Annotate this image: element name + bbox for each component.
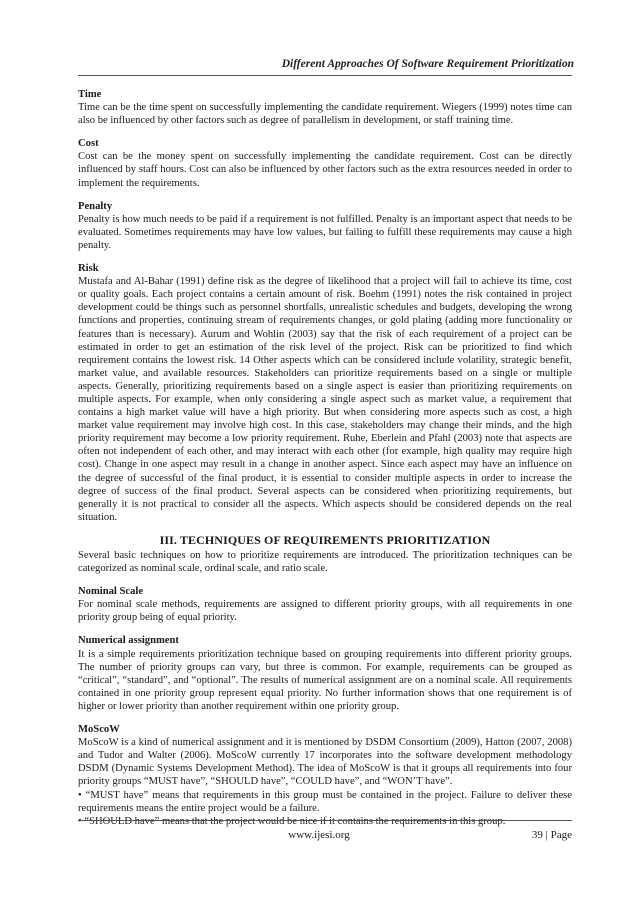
- section-heading: Penalty: [78, 200, 113, 212]
- section-heading: Time: [78, 89, 102, 100]
- section-risk: [78, 262, 572, 524]
- footer-url: www.ijesi.org: [288, 829, 350, 841]
- paragraph: It is a simple requirements prioritization technique based on grouping requirements into different priority groups. The number of priority groups can vary, but three is common. For example, requirements can be grouped as “critical”, “standard”, and “optional”. The results of numerical assignment are on a nominal scale. All requirements contained in one priority group represent equal priority. No further information shows that one requirement is of higher or lower priority than another requirement within one priority group.: [78, 648, 572, 712]
- paragraph: For nominal scale methods, requirements are assigned to different priority groups, with all requirements in one priority group being of equal priority.: [78, 599, 572, 624]
- page-number: 39 | Page: [531, 829, 572, 841]
- section-intro: Several basic techniques on how to prioritize requirements are introduced. The prioritization techniques can be categorized as nominal scale, ordinal scale, and ratio scale.: [78, 550, 572, 575]
- subsection-moscow: [78, 723, 572, 828]
- subsection-heading: Nominal Scale: [78, 586, 144, 598]
- header-rule: [78, 75, 572, 76]
- section-heading: Cost: [78, 138, 99, 150]
- footer-rule: [78, 820, 572, 821]
- page-body: [78, 88, 572, 828]
- subsection-nominal-scale: [78, 585, 572, 624]
- bullet-must-have: • “MUST have” means that requirements in this group must be contained in the project. Failure to deliver these requirements means the entire project would be a failure.: [78, 789, 572, 814]
- section-penalty: [78, 200, 572, 252]
- subsection-heading: Numerical assignment: [78, 635, 179, 647]
- bullet-should-have: • “SHOULD have” means that the project would be nice if it contains the requirements in this group.: [78, 815, 506, 827]
- paragraph: Mustafa and Al-Bahar (1991) define risk as the degree of likelihood that a project will fail to achieve its time, cost or quality goals. Each project contains a certain amount of risk. Boehm (1991) notes the risk contained in project development could be things such as personnel shortfalls, unrealistic schedules and budgets, developing the wrong functions and properties, continuing stream of requirements changes, or gold plating (adding more functionality or features than is necessary). Aurum and Wohlin (2003) say that the risk of each requirement of a project can be estimated in order to get an estimation of the risk level of the project. Risk can be prioritized to find which requirement contains the lowest risk. 14 Other aspects which can be considered include volatility, strategic benefit, market value, and available resources. Stakeholders can prioritize requirements based on a single or multiple aspects. Generally, prioritizing requirements based on a single aspect is easier than prioritizing requirements on multiple aspects. For example, when only considering a single aspect such as market value, a requirement that contains a high market value will have a high priority. But when considering more aspects such as cost, a high market value requirement may involve high cost. In this case, stakeholders may change their minds, and the high priority requirement may become a low priority requirement. Ruhe, Eberlein and Pfahl (2003) note that aspects are often not independent of each other, and may interact with each other (for example, high quality may require high cost). Change in one aspect may result in a change in another aspect. Since each aspect may have an influence on the degree of successful of the final product, it is essential to consider multiple aspects in order to increase the degree of success of the final product. Several aspects can be considered when prioritizing requirements, but generally it is not practical to consider all the aspects. Which aspects should be considered depends on the real situation.: [78, 276, 572, 523]
- section-title-techniques: III. TECHNIQUES OF REQUIREMENTS PRIORITIZATION: [159, 532, 491, 547]
- subsection-numerical-assignment: [78, 634, 572, 713]
- section-cost: [78, 137, 572, 189]
- paragraph: Penalty is how much needs to be paid if a requirement is not fulfilled. Penalty is an important aspect that needs to be evaluated. Sometimes requirements may have low values, but failing to fulfill these requirements may cause a high penalty.: [78, 213, 572, 251]
- paragraph: MoScoW is a kind of numerical assignment and it is mentioned by DSDM Consortium (2009), Hatton (2007, 2008) and Tudor and Walter (2006). MoScoW currently 17 incorporates into the software development methodology DSDM (Dynamic Systems Development Method). The idea of MoScoW is that it groups all requirements into four priority groups “MUST have”, “SHOULD have”, “COULD have”, and “WON’T have”.: [78, 737, 572, 788]
- paragraph: Time can be the time spent on successfully implementing the candidate requirement. Wiegers (1999) notes time can also be influenced by other factors such as degree of parallelism in development, or staff training time.: [78, 102, 572, 127]
- paragraph: Cost can be the money spent on successfully implementing the candidate requirement. Cost can be directly influenced by staff hours. Cost can also be influenced by other factors such as the extra resources needed in order to implement the requirements.: [78, 151, 572, 189]
- running-header: Different Approaches Of Software Requirement Prioritization: [281, 58, 574, 70]
- section-heading: Risk: [78, 263, 99, 275]
- subsection-heading: MoScoW: [78, 724, 120, 736]
- section-time: [78, 88, 572, 127]
